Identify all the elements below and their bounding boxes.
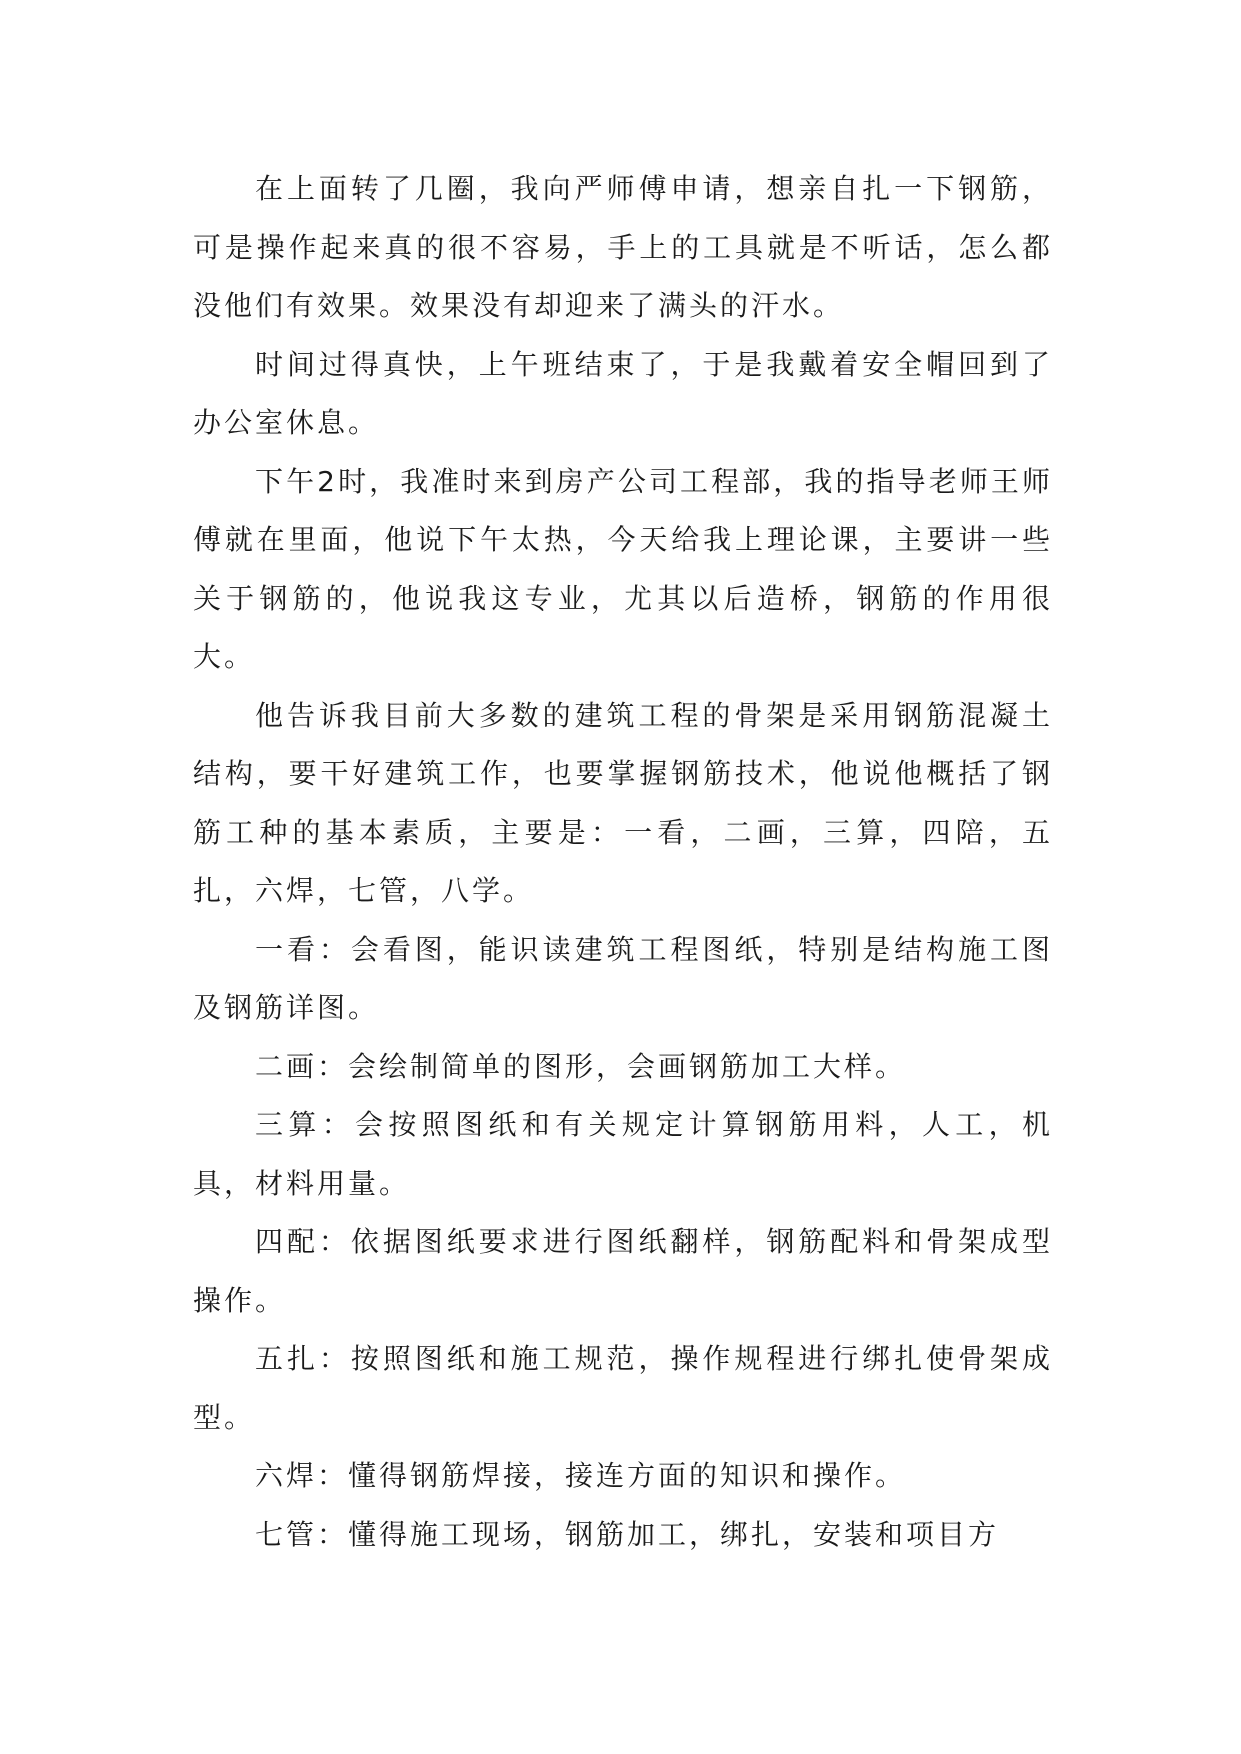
paragraph-2: 时间过得真快，上午班结束了，于是我戴着安全帽回到了办公室休息。: [193, 347, 1053, 439]
paragraph-6: 二画：会绘制简单的图形，会画钢筋加工大样。: [255, 1049, 907, 1083]
paragraph-5: 一看：会看图，能识读建筑工程图纸，特别是结构施工图及钢筋详图。: [193, 932, 1053, 1024]
paragraph-9: 五扎：按照图纸和施工规范，操作规程进行绑扎使骨架成型。: [193, 1342, 1053, 1434]
paragraph-4: 他告诉我目前大多数的建筑工程的骨架是采用钢筋混凝土结构，要干好建筑工作，也要掌握钢筋技术，他说他概括了钢筋工种的基本素质，主要是：一看，二画，三算，四陪，五扎，六焊，七管，八学。: [193, 698, 1053, 907]
paragraph-7: 三算：会按照图纸和有关规定计算钢筋用料，人工，机具，材料用量。: [193, 1108, 1053, 1200]
paragraph-11: 七管：懂得施工现场，钢筋加工，绑扎，安装和项目方: [255, 1517, 1000, 1551]
paragraph-8: 四配：依据图纸要求进行图纸翻样，钢筋配料和骨架成型操作。: [193, 1225, 1053, 1317]
paragraph-3: 下午2时，我准时来到房产公司工程部，我的指导老师王师傅就在里面，他说下午太热，今天给我上理论课，主要讲一些关于钢筋的，他说我这专业，尤其以后造桥，钢筋的作用很大。: [193, 464, 1053, 673]
body-text: [193, 160, 1053, 1564]
paragraph-10: 六焊：懂得钢筋焊接，接连方面的知识和操作。: [255, 1459, 907, 1492]
paragraph-1: 在上面转了几圈，我向严师傅申请，想亲自扎一下钢筋，可是操作起来真的很不容易，手上的工具就是不听话，怎么都没他们有效果。效果没有却迎来了满头的汗水。: [193, 172, 1053, 322]
